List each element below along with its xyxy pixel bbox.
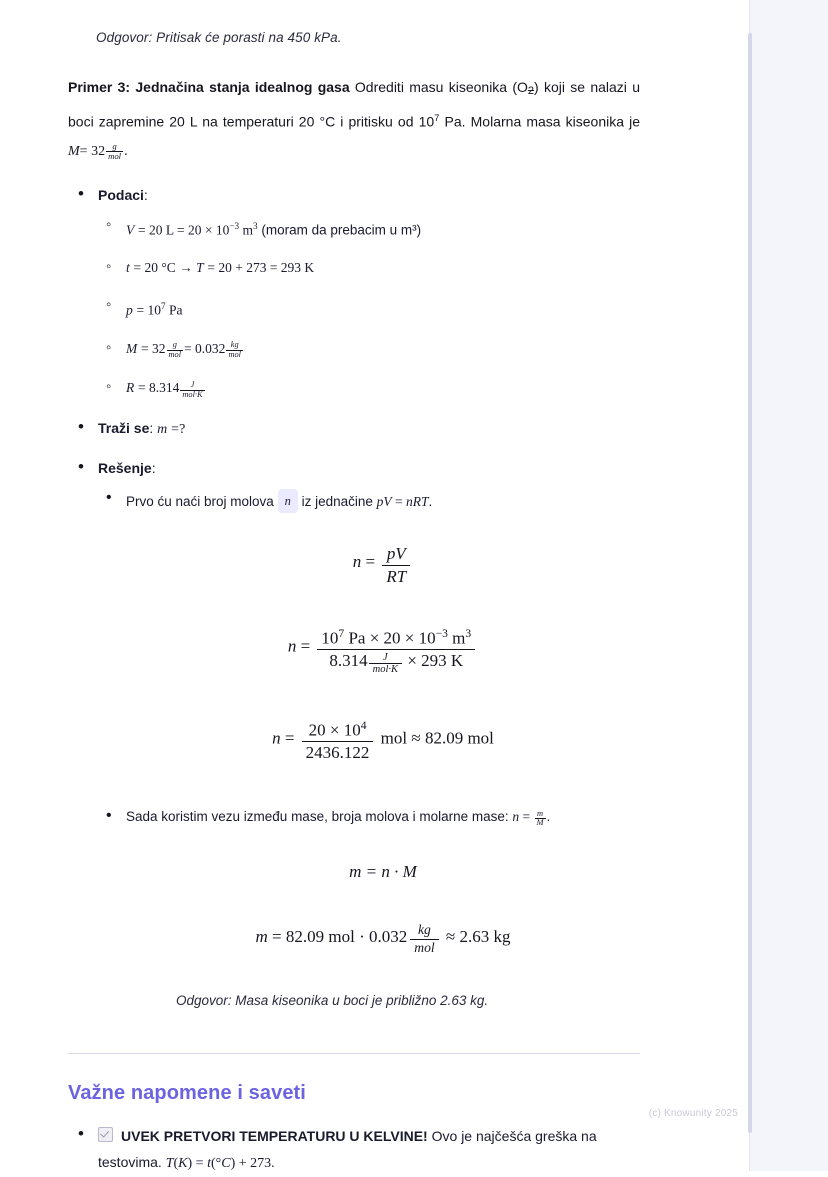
equation-n-substituted: [126, 627, 640, 675]
podaci-list: [98, 216, 640, 400]
data-symbol: t: [126, 260, 130, 276]
data-symbol: V: [126, 222, 135, 238]
equation-lhs: m: [255, 927, 268, 946]
num-exp-c: 3: [465, 626, 472, 640]
step-equals: =: [519, 808, 534, 824]
data-unit: Pa: [165, 302, 183, 318]
step-formula-a: pV: [376, 494, 392, 510]
data-value: = 32: [141, 340, 166, 356]
solution-outline: [68, 184, 640, 1012]
trazi-se-colon: :: [149, 420, 158, 437]
list-item: [98, 216, 640, 241]
fraction-denominator: mol·K: [182, 389, 203, 399]
data-value: = 10: [136, 302, 162, 318]
note-text: Ovo je najčešća greška na testovima.: [98, 1128, 597, 1171]
list-item-trazi-se: [68, 417, 640, 441]
num-exp-a: 4: [360, 718, 367, 732]
checkbox-icon[interactable]: [98, 1127, 113, 1142]
podaci-colon: :: [143, 186, 148, 203]
step-text-end: .: [546, 808, 551, 824]
num-exp-a: 7: [338, 626, 345, 640]
resenje-label: Rešenje: [98, 460, 152, 477]
trazi-se-label: Traži se: [98, 420, 150, 437]
equation-fraction: [382, 543, 410, 587]
fraction-denominator: mol: [228, 350, 241, 360]
fraction: [180, 381, 204, 400]
data-symbol: M: [126, 340, 138, 356]
fraction-denominator: RT: [382, 565, 410, 587]
fraction-numerator: m: [536, 808, 544, 818]
example-text-part2: ) koji se nalazi u boci zapremine 20 L na temperaturi 20 °C i pritisku od 10: [68, 79, 640, 130]
num-part-b: Pa × 20 × 10: [344, 628, 436, 648]
num-part-a: 20 × 10: [308, 720, 361, 740]
right-rail: [749, 0, 828, 1171]
molar-mass-value: = 32: [79, 143, 106, 159]
note-formula-b: (: [173, 1156, 179, 1172]
list-item: [98, 339, 640, 360]
list-item: [98, 378, 640, 399]
fraction-denominator: mol: [410, 939, 438, 957]
num-part-c: m: [447, 628, 466, 648]
inner-fraction: [369, 652, 402, 675]
equation-fraction: [302, 719, 374, 763]
note-formula-e: t: [207, 1156, 211, 1172]
equation-lhs: n: [352, 552, 362, 572]
step-text-pre: Sada koristim vezu između mase, broja molova i molarne mase:: [126, 808, 513, 824]
list-item-resenje: [68, 457, 640, 1011]
notes-section-title: Važne napomene i saveti: [68, 1082, 306, 1105]
note-formula-d: ) =: [187, 1156, 208, 1172]
equation-fraction: [317, 627, 475, 675]
num-part-a: 10: [321, 628, 339, 648]
resenje-steps: [98, 489, 640, 1011]
data-note: (moram da prebacim u m³): [257, 222, 422, 238]
fraction-numerator: kg: [418, 922, 431, 938]
data-value: = 20 L = 20 × 10: [138, 222, 230, 238]
molar-mass-fraction: [106, 142, 123, 161]
step-formula-eq: =: [391, 494, 407, 510]
list-item: [98, 296, 640, 321]
data-symbol: p: [126, 302, 133, 318]
den-part-b: × 293 K: [403, 650, 464, 670]
watermark: (c) Knowunity 2025: [648, 1108, 738, 1119]
example-subscript: 2: [527, 85, 535, 97]
example-text-part3: Pa. Molarna masa kiseonika je: [439, 113, 640, 130]
final-answer: Odgovor: Masa kiseonika u boci je približno 2.63 kg.: [176, 993, 489, 1009]
fraction-numerator: g: [112, 141, 117, 152]
section-divider: [68, 1053, 640, 1054]
equation-tail: ≈ 2.63 kg: [445, 927, 511, 946]
fraction-denominator: M: [536, 818, 544, 828]
step-symbol: n: [512, 808, 520, 824]
document-content: [68, 30, 640, 1177]
fraction: [535, 810, 546, 829]
equation-equals: =: [300, 636, 311, 656]
fraction-numerator: J: [383, 651, 388, 663]
equation-lhs: n: [272, 728, 281, 748]
scrollbar-track[interactable]: [748, 33, 752, 1133]
list-item: [98, 258, 640, 278]
step-text-post: iz jednačine: [297, 494, 377, 510]
note-formula-c: K: [178, 1156, 188, 1172]
data-unit: m: [239, 222, 254, 238]
equation-tail: mol ≈ 82.09 mol: [380, 728, 494, 748]
note-formula-g: C: [221, 1156, 231, 1172]
trazi-se-value: =?: [171, 422, 186, 438]
list-item-podaci: [68, 184, 640, 400]
list-item: [68, 1123, 640, 1177]
step-text-pre: Prvo ću naći broj molova: [126, 494, 278, 510]
list-item: [98, 807, 640, 1011]
data-unit-exponent: 3: [253, 220, 258, 231]
example-paragraph: [68, 73, 640, 166]
equation-n-formula: [126, 543, 640, 587]
fraction-denominator: 2436.122: [302, 741, 374, 763]
fraction: [167, 341, 184, 360]
equation-mass-formula: [126, 862, 640, 882]
equation-equals: = 82.09 mol · 0.032: [272, 927, 408, 946]
fraction-numerator: g: [172, 340, 177, 350]
den-part-a: 8.314: [329, 650, 368, 670]
example-text-part1: Odrediti masu kiseonika (O: [354, 79, 528, 95]
data-symbol: R: [126, 380, 135, 396]
fraction-denominator: mol: [108, 151, 122, 162]
equation-equals: =: [284, 728, 295, 748]
data-value: = 20 °C →: [133, 260, 197, 276]
example-exponent: 7: [434, 113, 440, 124]
molar-mass-symbol: M: [68, 143, 80, 159]
note-formula-f: (°: [210, 1156, 222, 1172]
resenje-colon: :: [151, 460, 156, 477]
equation-n-result: [126, 719, 640, 763]
podaci-label: Podaci: [98, 186, 144, 203]
note-formula-h: ) + 273.: [230, 1156, 275, 1172]
equation-body: m = n · M: [349, 862, 417, 882]
example-title: Primer 3: Jednačina stanja idealnog gasa: [68, 79, 350, 95]
notes-list: [68, 1123, 640, 1177]
note-bold: UVEK PRETVORI TEMPERATURU U KELVINE!: [121, 1128, 428, 1145]
fraction-denominator: mol·K: [369, 663, 402, 675]
data-value-2: = 20 + 273 = 293 K: [207, 260, 315, 276]
fraction-numerator: kg: [230, 340, 239, 350]
fraction-numerator: J: [190, 379, 195, 389]
trazi-se-symbol: m: [157, 422, 168, 438]
data-symbol-2: T: [196, 260, 204, 276]
fraction: [226, 341, 243, 360]
data-exponent: 7: [161, 301, 166, 312]
data-value: = 8.314: [138, 380, 180, 396]
note-formula-a: T: [165, 1156, 174, 1172]
sentence-end: .: [124, 143, 128, 159]
data-value-2: = 0.032: [184, 340, 226, 356]
equation-lhs: n: [287, 636, 297, 656]
equation-fraction: [410, 922, 438, 957]
step-text-end: .: [428, 494, 433, 510]
step-formula-b: nRT: [406, 494, 429, 510]
fraction-denominator: mol: [168, 350, 182, 360]
fraction-numerator: [317, 627, 475, 649]
variable-chip-n[interactable]: n: [278, 489, 298, 513]
equation-equals: =: [365, 552, 376, 572]
data-exponent: −3: [229, 220, 240, 231]
previous-answer: Odgovor: Pritisak će porasti na 450 kPa.: [96, 30, 342, 45]
list-item: [98, 489, 640, 762]
num-exp-b: −3: [435, 626, 448, 640]
fraction-numerator: [302, 719, 374, 741]
equation-mass-result: [126, 922, 640, 957]
fraction-denominator: [317, 649, 475, 675]
fraction-numerator: pV: [386, 544, 406, 564]
